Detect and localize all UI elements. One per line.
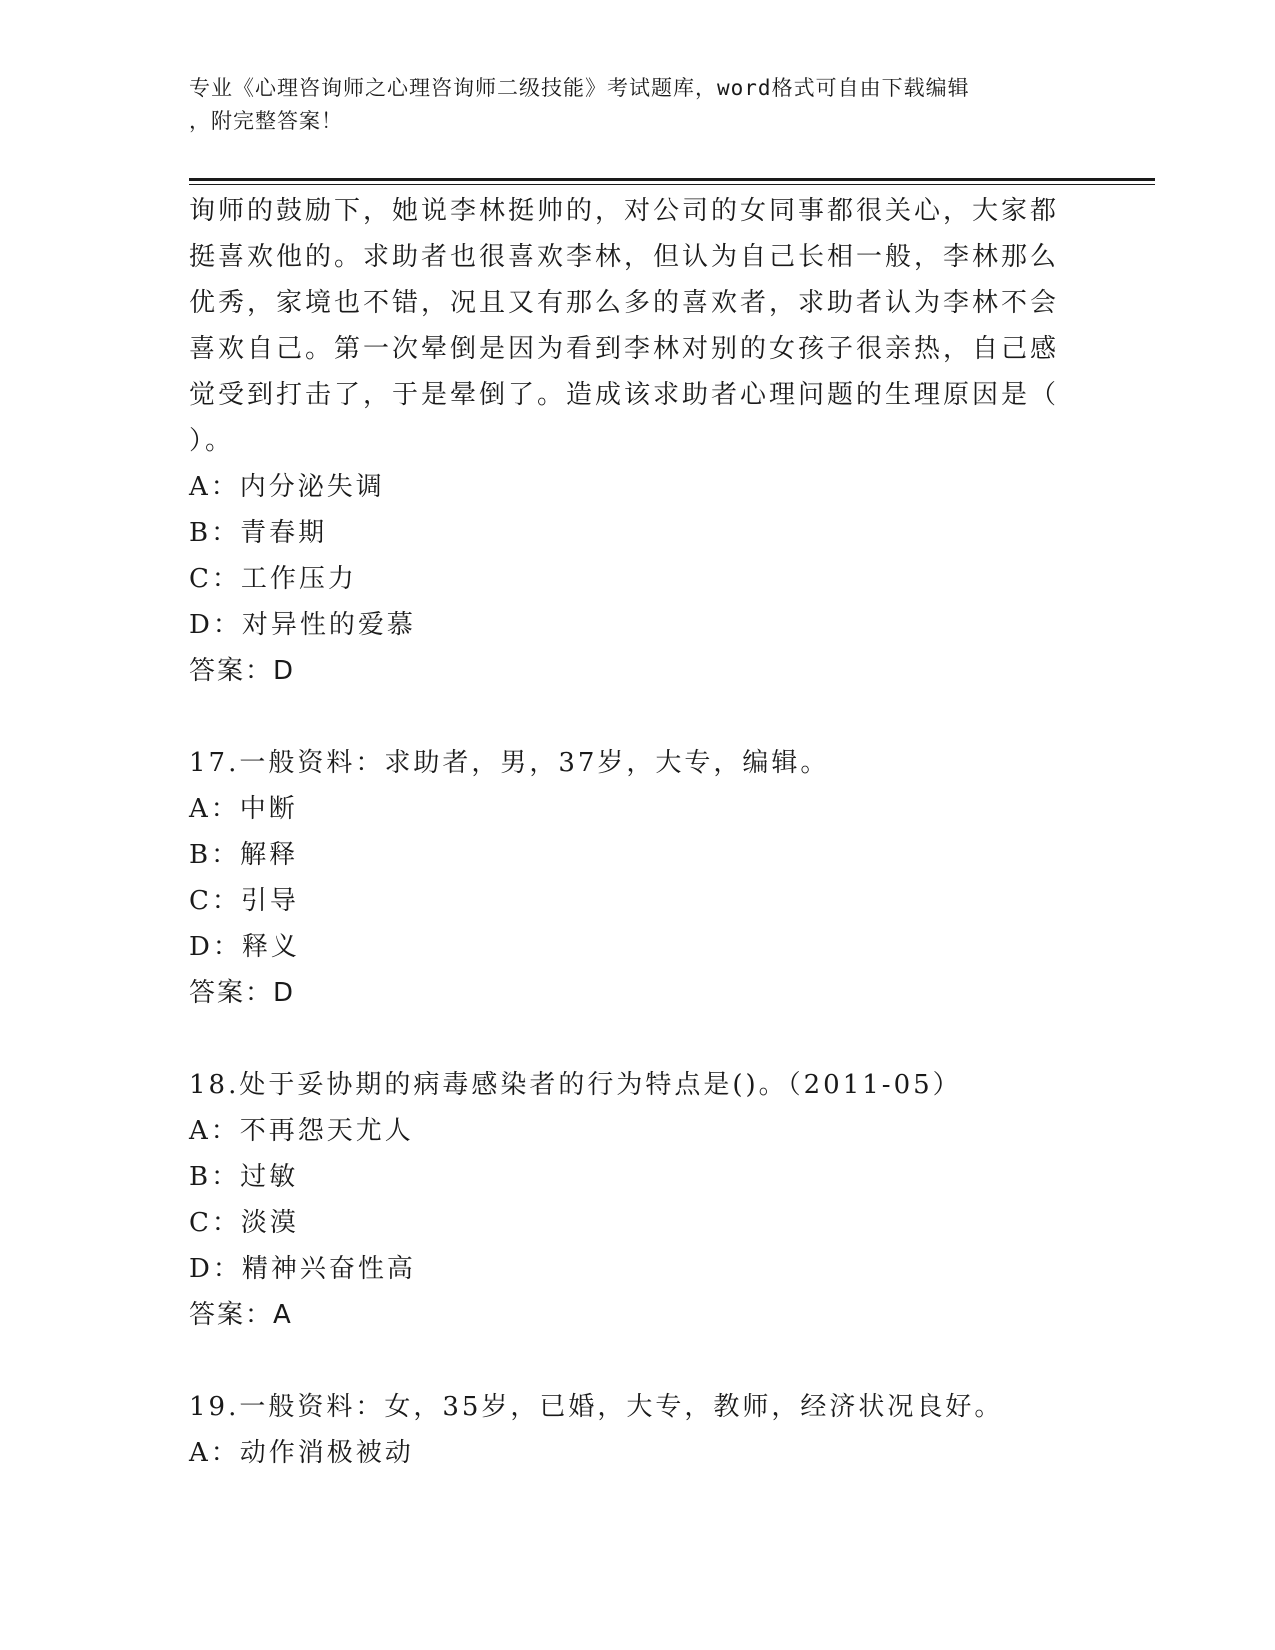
header-line-2: ，附完整答案！: [189, 109, 343, 133]
question-16: [189, 188, 1069, 694]
option-a: A：内分泌失调: [189, 472, 385, 502]
header-line-1: 专业《心理咨询师之心理咨询师二级技能》考试题库，word格式可自由下载编辑: [189, 76, 970, 100]
option-d: D：释义: [189, 932, 300, 962]
question-stem-line: 喜欢自己。第一次晕倒是因为看到李林对别的女孩子很亲热，自己感: [189, 334, 1060, 364]
option-a: A：不再怨天尤人: [189, 1116, 414, 1146]
option-c: C：淡漠: [189, 1208, 299, 1238]
question-stem: 19.一般资料：女，35岁，已婚，大专，教师，经济状况良好。: [189, 1392, 1004, 1422]
answer-label: 答案：D: [189, 978, 296, 1008]
question-list: [189, 188, 1069, 1476]
option-b: B：过敏: [189, 1162, 299, 1192]
question-stem-line: 觉受到打击了，于是晕倒了。造成该求助者心理问题的生理原因是（: [189, 380, 1060, 410]
question-17: [189, 740, 1069, 1016]
option-d: D：精神兴奋性高: [189, 1254, 416, 1284]
document-header: [189, 72, 1089, 138]
option-d: D：对异性的爱慕: [189, 610, 416, 640]
spacer: [189, 694, 1069, 740]
answer-label: 答案：D: [189, 656, 296, 686]
option-a: A：动作消极被动: [189, 1438, 414, 1468]
question-stem: 18.处于妥协期的病毒感染者的行为特点是()。（2011-05）: [189, 1070, 962, 1100]
option-b: B：解释: [189, 840, 299, 870]
spacer: [189, 1016, 1069, 1062]
question-19: [189, 1384, 1069, 1476]
question-stem-line: 挺喜欢他的。求助者也很喜欢李林，但认为自己长相一般，李林那么: [189, 242, 1060, 272]
question-stem-line: 优秀，家境也不错，况且又有那么多的喜欢者，求助者认为李林不会: [189, 288, 1060, 318]
header-rule-thin: [189, 184, 1155, 185]
option-a: A：中断: [189, 794, 298, 824]
option-b: B：青春期: [189, 518, 328, 548]
question-stem-line: ）。: [189, 426, 235, 456]
header-rule-thick: [189, 178, 1155, 181]
question-18: [189, 1062, 1069, 1338]
question-stem: 17.一般资料：求助者，男，37岁，大专，编辑。: [189, 748, 830, 778]
spacer: [189, 1338, 1069, 1384]
question-stem-line: 询师的鼓励下，她说李林挺帅的，对公司的女同事都很关心，大家都: [189, 196, 1060, 226]
option-c: C：引导: [189, 886, 299, 916]
answer-label: 答案：A: [189, 1300, 293, 1330]
option-c: C：工作压力: [189, 564, 357, 594]
